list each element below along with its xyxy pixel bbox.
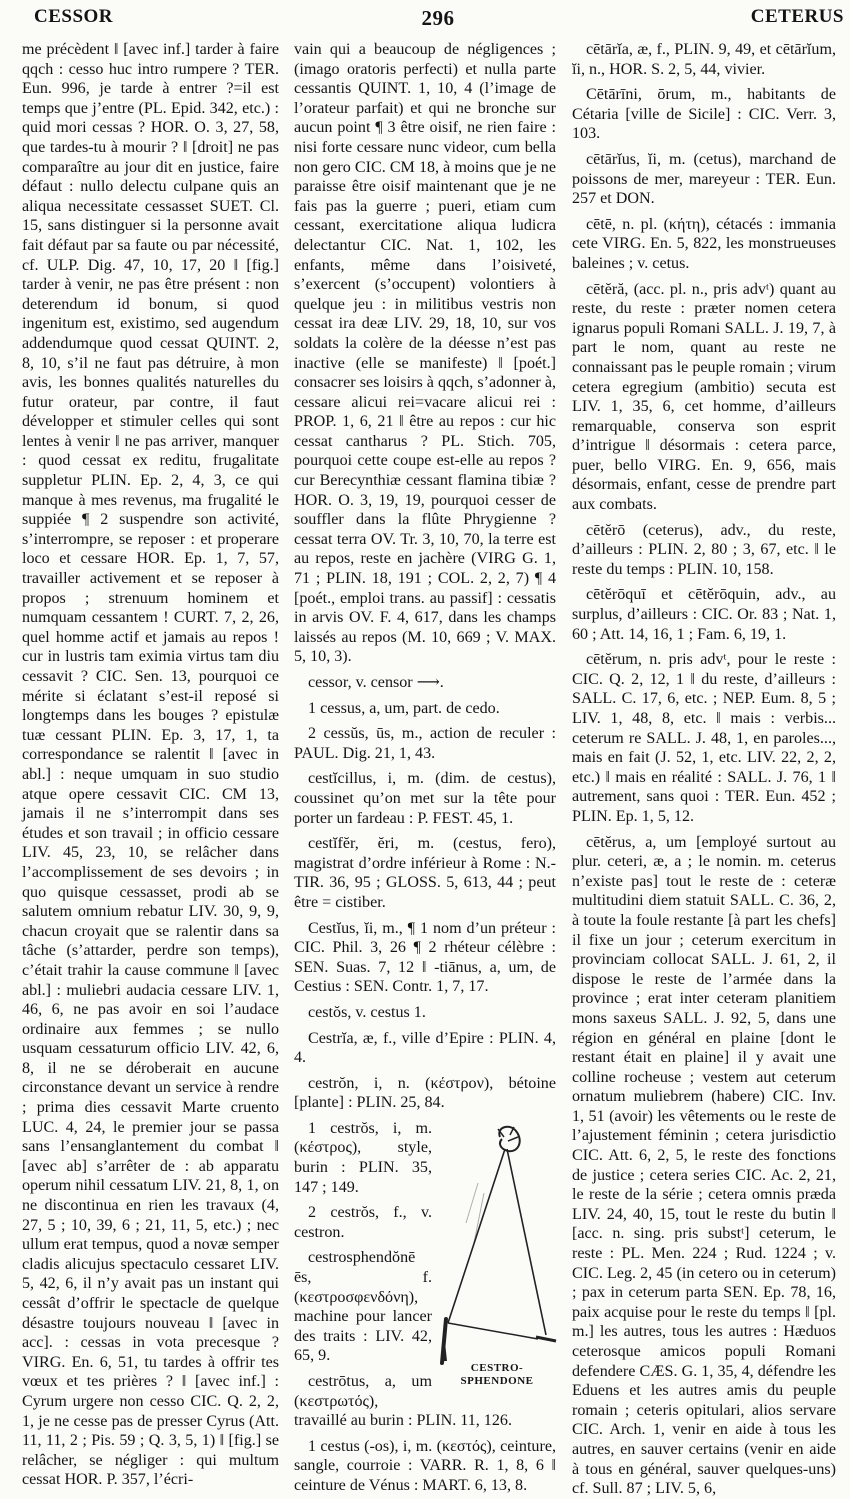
- dictionary-entry: cētĕrōquī et cētĕrōquin, adv., au surplus, d’ailleurs : CIC. Or. 83 ; Nat. 1, 60 ; Att. 14, 16, 1 ; Fam. 6, 19, 1.: [572, 586, 836, 643]
- dictionary-entry: cētĕrō (ceterus), adv., du reste, d’ailleurs : PLIN. 2, 80 ; 3, 67, etc. ‖ le reste du temps : PLIN. 10, 158.: [572, 521, 836, 578]
- dictionary-entry: vain qui a beaucoup de négligences ; (imago oratoris perfecti) et nulla parte cessantis QUINT. 1, 10, 4 (l’image de l’orateur parfait) et qui ne bronche sur aucun point ¶ 3 être oisif, ne rien faire : nisi forte cessare nunc videor, cum bella non gero CIC. CM 18, à moins que je ne paraisse être oisif maintenant que je ne fais pas la guerre ; pueri, etiam cum cessant, exercitatione aliqua ludicra delectantur CIC. Nat. 1, 102, les enfants, même dans l’oisiveté, s’exercent (s’occupent) volontiers à quelque jeu : in militibus vestris non cessat ira deæ LIV. 29, 18, 10, sur vos soldats la colère de la déesse n’est pas inactive (elle se manifeste) ‖ [poét.] consacrer ses loisirs à qqch, s’adonner à, cessare alicui rei=vacare alicui rei : PROP. 1, 6, 21 ‖ être au repos : cur hic cessat cantharus ? PL. Stich. 705, pourquoi cette coupe est-elle au repos ? cur Berecynthiæ cessant flamina tibiæ ? HOR. O. 3, 19, 19, pourquoi cesser de souffler dans la flûte Phrygienne ? cessat terra OV. Tr. 3, 10, 70, la terre est au repos, reste en jachère (VIRG G. 1, 71 ; PLIN. 18, 191 ; COL. 2, 2, 7) ¶ 4 [poét., emploi trans. au passif] : cessatis in arvis OV. F. 4, 617, dans les champs laissés au repos (M. 10, 669 ; V. MAX. 5, 10, 3).: [294, 41, 556, 666]
- cestrosphendone-illustration: [438, 1123, 556, 1388]
- cestrosphendone-drawing: [438, 1123, 556, 1361]
- dictionary-entry: 1 cessus, a, um, part. de cedo.: [308, 699, 500, 717]
- dictionary-entry: 2 cessŭs, ūs, m., action de reculer : PAUL. Dig. 21, 1, 43.: [294, 725, 556, 762]
- dictionary-entry: cestrosphendŏnē ēs, f. (κεστροσφενδόνη), machine pour lancer des traits : LIV. 42, 65, 9.: [294, 1249, 432, 1365]
- dictionary-entry: 1 cestrŏs, i, m. (κέστρος), style, burin : PLIN. 35, 147 ; 149.: [294, 1119, 432, 1196]
- dictionary-entry: cestrōtus, a, um (κεστρωτός), travaillé au burin : PLIN. 11, 126.: [294, 1373, 512, 1430]
- dictionary-entry: cestĭcillus, i, m. (dim. de cestus), coussinet qu’on met sur la tête pour porter un fardeau : P. FEST. 45, 1.: [294, 770, 556, 827]
- dictionary-entry: cētĕră, (acc. pl. n., pris advᵗ) quant au reste, du reste : præter nomen cetera ignarus populi Romani SALL. J. 19, 7, à part le nom, quant au reste ne connaissant pas le peuple romain ; virum cetera egregium (ambitio) secuta est LIV. 1, 35, 6, cet homme, d’ailleurs remarquable, conserva son esprit d’intrigue ‖ désormais : cetera parce, puer, bello VIRG. En. 9, 656, mais désormais, enfant, cesse de prendre part aux combats.: [572, 280, 836, 514]
- dictionary-entry: 1 cestus (-os), i, m. (κεστός), ceinture, sangle, courroie : VARR. R. 1, 8, 6 ‖ ceinture de Vénus : MART. 6, 13, 8.: [294, 1437, 556, 1494]
- figure-caption: CESTRO- SPHENDONE: [460, 1361, 534, 1387]
- dictionary-entry: cessor, v. censor ⟶.: [308, 674, 444, 691]
- dictionary-entry: cētē, n. pl. (κήτη), cétacés : immania cete VIRG. En. 5, 822, les monstrueuses baleines ; v. cetus.: [572, 215, 836, 272]
- dictionary-entry: cētārĭa, æ, f., PLIN. 9, 49, et cētārĭum, ĭi, n., HOR. S. 2, 5, 44, vivier.: [572, 41, 836, 78]
- header-left-guide-word: CESSOR: [34, 6, 114, 27]
- column-left: [22, 40, 280, 1489]
- dictionary-entry: cestrŏn, i, n. (κέστρον), bétoine [plante] : PLIN. 25, 84.: [294, 1074, 556, 1112]
- dictionary-entry: cestŏs, v. cestus 1.: [308, 1003, 426, 1021]
- dictionary-entry: Cētārīni, ōrum, m., habitants de Cétaria [ville de Sicile] : CIC. Verr. 3, 103.: [572, 86, 836, 143]
- dictionary-entry: 2 cestrŏs, f., v. cestron.: [294, 1204, 432, 1241]
- dictionary-entry: Cestrĭa, æ, f., ville d’Epire : PLIN. 4, 4.: [294, 1029, 556, 1067]
- dictionary-entry: me précèdent ‖ [avec inf.] tarder à faire qqch : cesso huc intro rumpere ? TER. Eun. 996, je tarde à entrer ?=il est temps que j’entre (PL. Epid. 342, etc.) : quid mori cessas ? HOR. O. 3, 27, 58, que tardes-tu à mourir ? ‖ [droit] ne pas comparaître au jour dit en justice, faire défaut : nullo delectu culpane quis an aliqua necessitate cessasset SUET. Cl. 15, sans distinguer si la personne avait fait défaut par sa faute ou par nécessité, cf. ULP. Dig. 47, 10, 17, 20 ‖ [fig.] tarder à venir, ne pas être présent : non deterendum id bonum, si quod ingenitum est, existimo, sed augendum addendumque quod cessat QUINT. 2, 8, 10, s’il ne faut pas détruire, à mon avis, les bonnes qualités naturelles du futur orateur, par contre, il faut développer et stimuler celles qui sont lentes à venir ‖ ne pas arriver, manquer : quod cessat ex reditu, frugalitate suppletur PLIN. Ep. 2, 4, 3, ce qui manque à mes revenus, ma frugalité le suppiée ¶ 2 suspendre son activité, s’interrompre, se reposer : et properare loco et cessare HOR. Ep. 1, 7, 57, travailler activement et se reposer à propos ; strenuum hominem et numquam cessantem ! CURT. 7, 2, 26, quel homme actif et jamais au repos ! cur in lustris tam eximia virtus tam diu cessavit ? CIC. Sen. 13, pourquoi ce mérite si éclatant s’est-il reposé si longtemps dans les bouges ? epistulæ tuæ cessant PLIN. Ep. 3, 17, 1, ta correspondance se ralentit ‖ [avec in abl.] : neque umquam in suo studio atque opere cessavit CIC. CM 13, jamais il ne s’interrompit dans ses études et son travail ; in officio cessare LIV. 45, 23, 10, se relâcher dans l’accomplissement de ses devoirs ; in quo quisque cessasset, prodi ab se salutem omnium rebatur LIV. 30, 9, 9, chacun croyait que se ralentir dans sa tâche (s’attarder, perdre son temps), c’était trahir la cause commune ‖ [avec abl.] : muliebri audacia cessare LIV. 1, 46, 6, ne pas avoir en soi l’audace ordinaire aux femmes ; se nullo usquam cessaturum officio LIV. 42, 6, 8, il ne se déroberait en aucune circonstance devant un service à rendre ; prima dies cessavit Marte cruento LUC. 4, 24, le premier jour se passa sans l’ensanglantement du combat ‖ [avec ab] s’arrêter de : ab apparatu operum nihil cessatum LIV. 21, 8, 1, on ne discontinua en rien les travaux (4, 27, 5 ; 10, 39, 6 ; 21, 11, 5, etc.) ; nec ullum erat tempus, quod a novæ semper cladis alicujus spectaculo cessaret LIV. 5, 42, 6, il n’y avait pas un instant qui cessât d’offrir le spectacle de quelque désastre toujours nouveau ‖ [avec in acc]. : cessas in vota precesque ? VIRG. En. 6, 51, tu tardes à offrir tes vœux et tes prières ? ‖ [avec inf.] : Cyrum urgere non cesso CIC. Q. 2, 2, 1, je ne cesse pas de presser Cyrus (Att. 11, 11, 2 ; Pis. 59 ; Q. 3, 5, 1) ‖ [fig.] se relâcher, se négliger : qui multum cessat HOR. P. 357, l’écri-: [22, 41, 280, 1489]
- column-right: [572, 40, 836, 1498]
- dictionary-entry: cētĕrum, n. pris advᵗ, pour le reste : CIC. Q. 2, 12, 1 ‖ du reste, d’ailleurs : SALL. C. 17, 6, etc. ; NEP. Eum. 8, 5 ; LIV. 1, 48, 8, etc. ‖ mais : verbis... ceterum re SALL. J. 48, 1, en paroles..., mais en fait (J. 52, 1, etc. LIV. 22, 2, 2, etc.) ‖ mais en réalité : SALL. J. 76, 1 ‖ autrement, sans quoi : TER. Eun. 452 ; PLIN. Ep. 1, 5, 12.: [572, 651, 836, 825]
- dictionary-entry: cētĕrus, a, um [employé surtout au plur. ceteri, æ, a ; le nomin. m. ceterus n’existe pas] tout le reste de : ceteræ multitudini diem statuit SALL. C. 36, 2, à toute la foule restante [à part les chefs] il fixe un jour ; ceterum exercitum in provinciam collocat SALL. J. 61, 2, il dispose le reste de l’armée dans la province ; erat inter ceteram planitiem mons saxeus SALL. J. 92, 5, dans une région en général en plaine [dont le restant était en plaine] il y avait une colline rocheuse ; vestem aut ceterum ornatum muliebrem (habere) CIC. Inv. 1, 51 (avoir) les vêtements ou le reste de l’ajustement féminin ; cetera jurisdictio CIC. Att. 6, 2, 5, le reste des fonctions de justice ; cetera series CIC. Ac. 2, 21, le reste de la série ; cetera omnis præda LIV. 24, 40, 15, tout le reste du butin ‖ [acc. n. sing. pris substᵗ] ceterum, le reste : PL. Men. 224 ; Rud. 1224 ; v. CIC. Leg. 2, 45 (in cetero ou in ceterum) ; pax in ceterum parta SEN. Ep. 78, 16, paix acquise pour le reste du temps ‖ [pl. m.] les autres, tous les autres : Hæduos ceterosque amicos populi Romani defendere CÆS. G. 1, 35, 4, défendre les Eduens et les autres amis du peuple romain ; ceteris opitulari, alios servare CIC. Arch. 1, venir en aide à tous les autres, en sauver certains (venir en aide à tous en général, sauver quelques-uns) cf. Sull. 87 ; LIV. 5, 6,: [572, 833, 836, 1498]
- dictionary-entry: cestĭfĕr, ĕri, m. (cestus, fero), magistrat d’ordre inférieur à Rome : N.-TIR. 36, 95 ; GLOSS. 5, 613, 44 ; peut être = cistiber.: [294, 835, 556, 911]
- header-right-guide-word: CETERUS: [750, 6, 844, 27]
- dictionary-entry: Cestĭus, ĭi, m., ¶ 1 nom d’un préteur : CIC. Phil. 3, 26 ¶ 2 rhéteur célèbre : SEN. Suas. 7, 12 ‖ -tiānus, a, um, de Cestius : SEN. Contr. 1, 7, 17.: [294, 919, 556, 996]
- page-number: 296: [421, 6, 455, 30]
- page-header: [32, 6, 844, 32]
- dictionary-entry: cētārĭus, ĭi, m. (cetus), marchand de poissons de mer, mareyeur : TER. Eun. 257 et DON.: [572, 150, 836, 208]
- column-middle: [294, 40, 556, 1494]
